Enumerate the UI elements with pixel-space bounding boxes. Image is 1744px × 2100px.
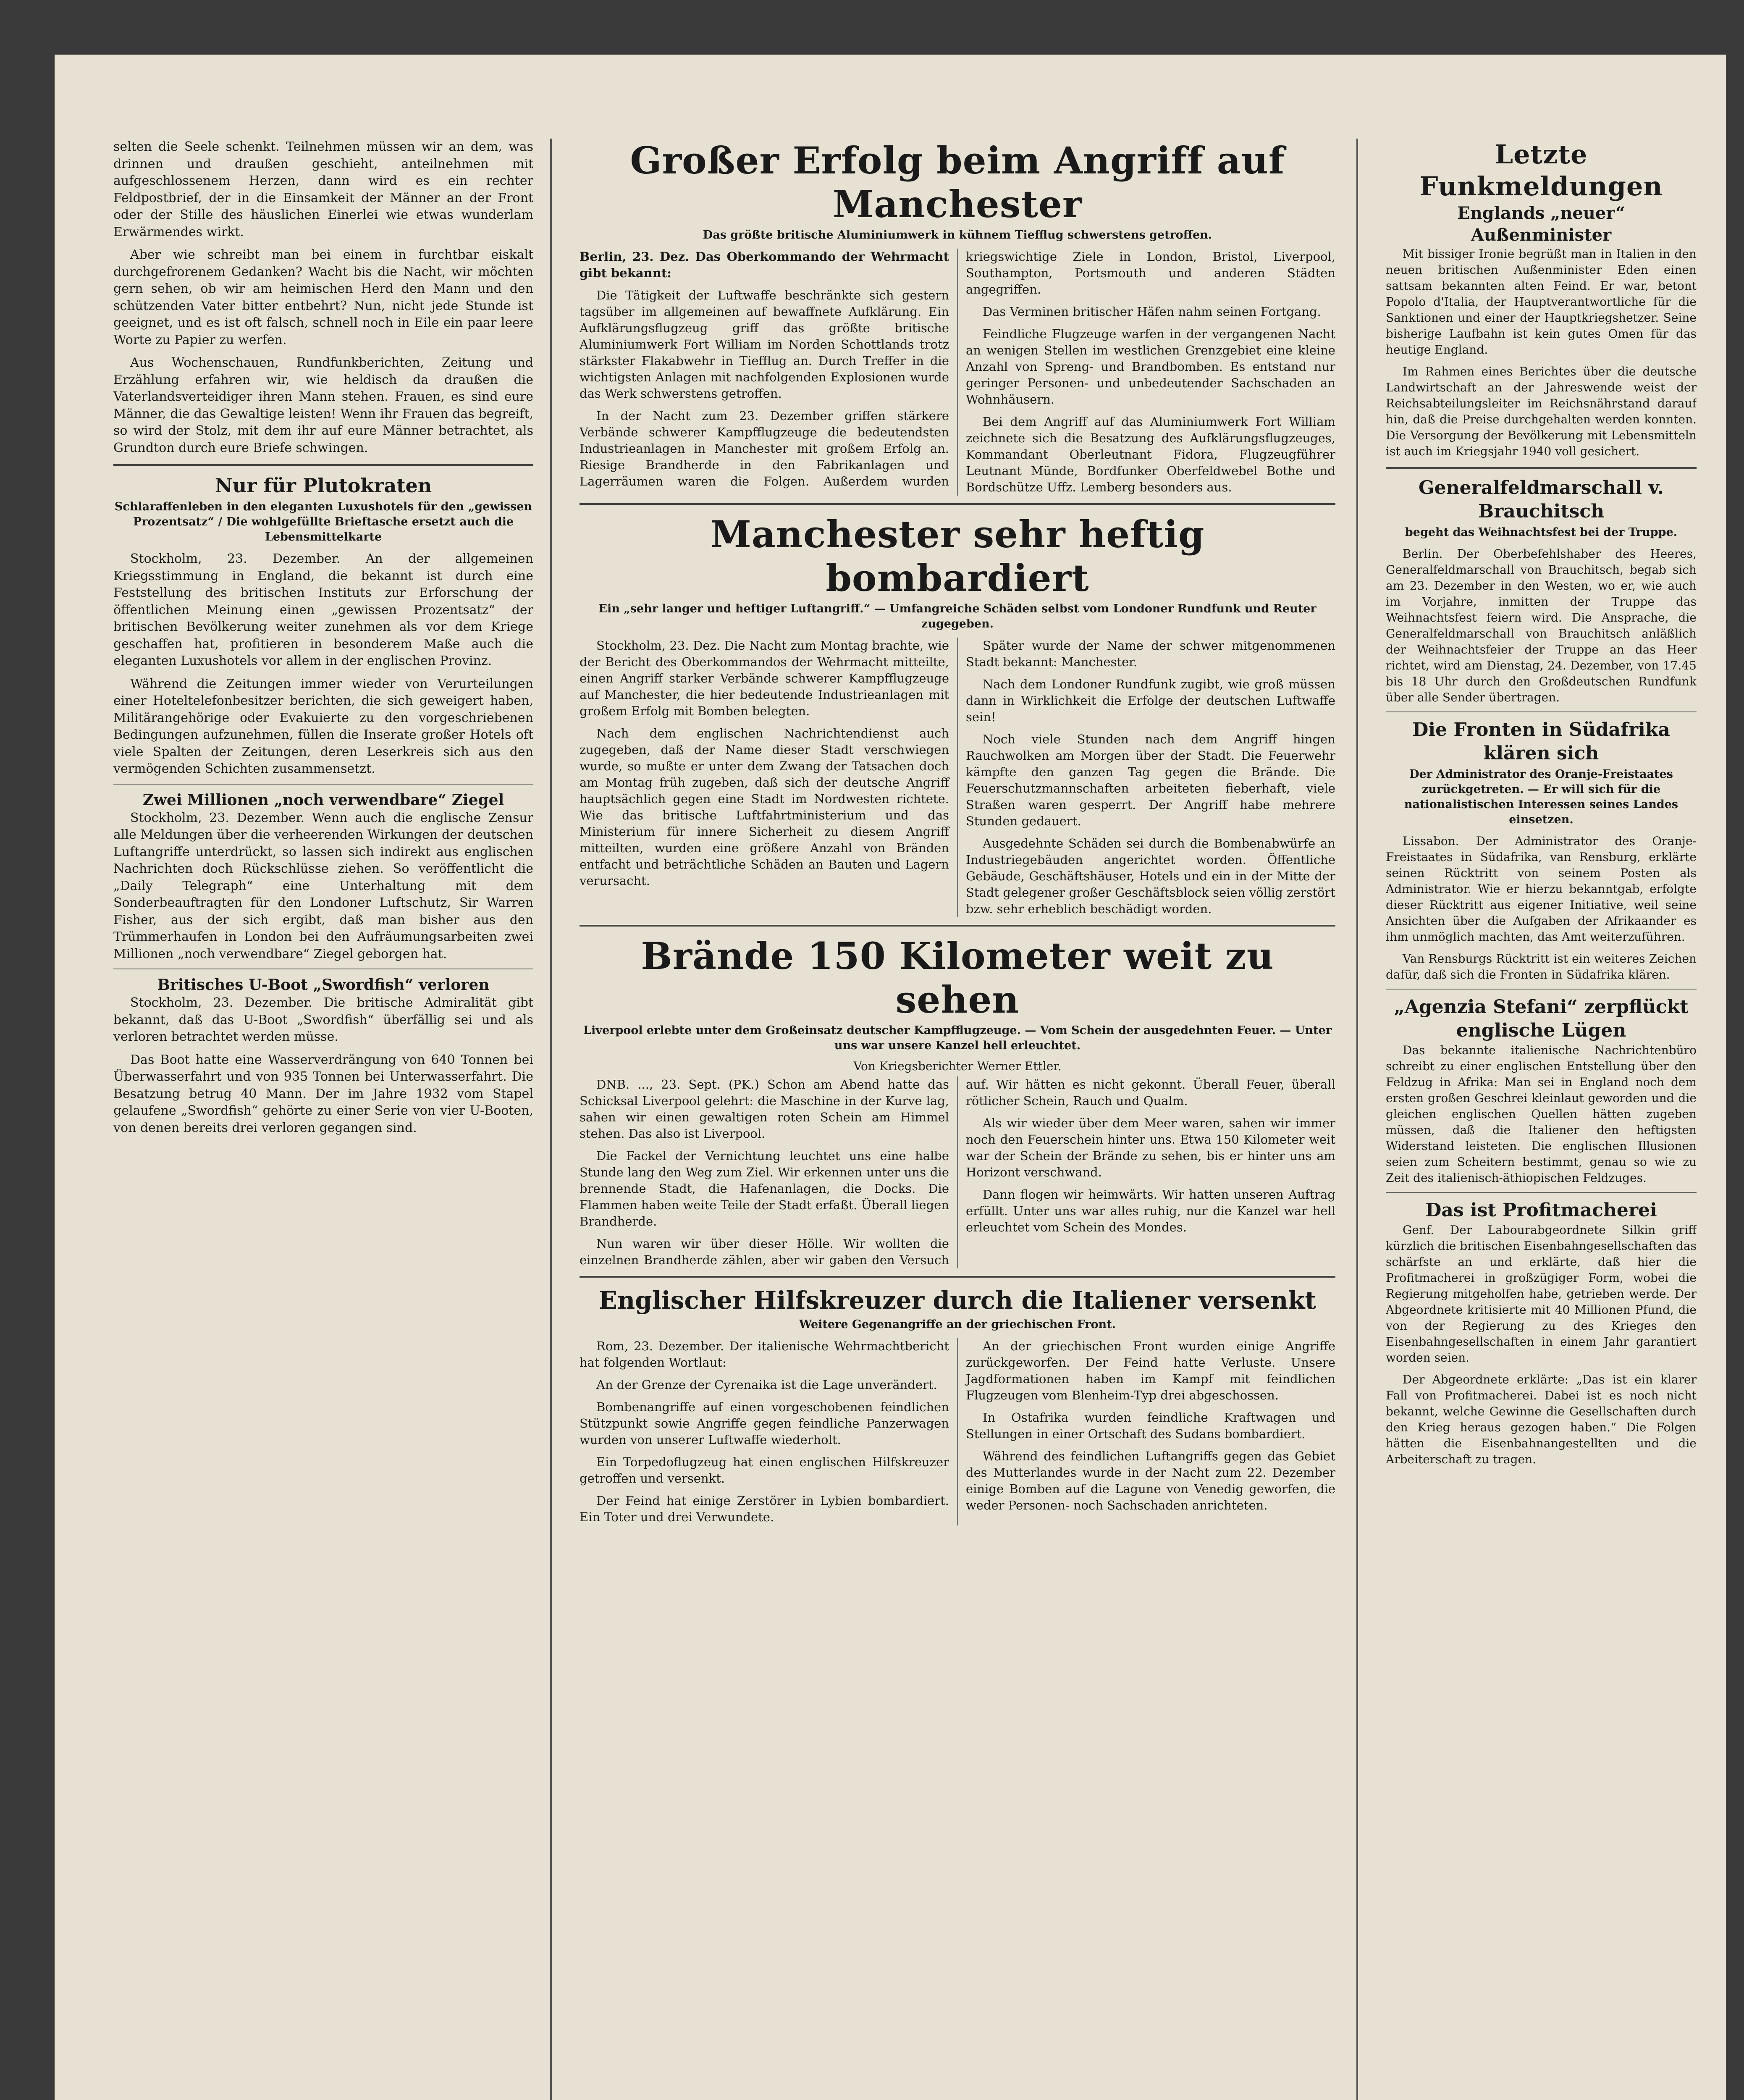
- article-paragraph: Bombenangriffe auf einen vorgeschobenen feindlichen Stützpunkt sowie Angriffe gegen feindliche Panzerwagen wurden von unserer Luftwaffe wiederholt.: [580, 1400, 949, 1447]
- article-paragraph: Rom, 23. Dezember. Der italienische Wehrmachtbericht hat folgenden Wortlaut:: [580, 1339, 949, 1370]
- article-paragraph: Ausgedehnte Schäden sei durch die Bombenabwürfe an Industriegebäuden angerichtet worden. Öffentliche Gebäude, Geschäftshäuser, Hotels und ein in der Mitte der Stadt gelegener großer Geschäftsblock seien völlig zerstört bzw. sehr erheblich beschädigt worden.: [966, 836, 1335, 916]
- article-body: [580, 1338, 1335, 1525]
- divider: [1386, 1192, 1697, 1193]
- intro-paragraph: Aus Wochenschauen, Rundfunkberichten, Zeitung und Erzählung erfahren wir, wie heldisch da draußen die Vaterlandsverteidiger ihren Mann stehen. Frauen, es sind eure Männer, die das Gewaltige leisten! Wenn ihr Frauen das begreift, so wird der Stolz, mit dem ihr auf eure Männer betrachtet, als Grundton durch eure Briefe schwingen.: [113, 355, 533, 455]
- article-paragraph: Berlin. Der Oberbefehlshaber des Heeres, Generalfeldmarschall von Brauchitsch, begab sich am 23. Dezember in den Westen, wo er, wie auch im Vorjahre, inmitten der Truppe das Weihnachtsfest feiern wird. Die Ansprache, die Generalfeldmarschall von Brauchitsch anläßlich der Weihnachtsfeier der Truppe an das Heer richtet, wird am Dienstag, 24. Dezember, von 17.45 bis 18 Uhr durch den Großdeutschen Rundfunk über alle Sender übertragen.: [1386, 547, 1697, 704]
- article-paragraph: Die Fackel der Vernichtung leuchtet uns eine halbe Stunde lang den Weg zum Ziel. Wir erkennen unter uns die brennende Stadt, die Hafenanlagen, die Docks. Die Flammen haben weite Teile der Stadt erfaßt. Überall liegen Brandherde.: [580, 1149, 949, 1228]
- article-paragraph: Ein Torpedoflugzeug hat einen englischen Hilfskreuzer getroffen und versenkt.: [580, 1455, 949, 1486]
- byline: Von Kriegsberichter Werner Ettler.: [853, 1059, 1062, 1073]
- headline-manchester-erfolg: Großer Erfolg beim Angriff auf Manchester: [630, 139, 1285, 226]
- article-paragraph: Mit bissiger Ironie begrüßt man in Italien in den neuen britischen Außenminister Eden einen sattsam bekannten alten Feind. Er war, betont Popolo d'Italia, der Hauptverantwortliche für die Sanktionen und einer der Hauptkriegshetzer. Seine bisherige Laufbahn ist kein gutes Omen für das heutige England.: [1386, 247, 1697, 357]
- article-paragraph: Van Rensburgs Rücktritt ist ein weiteres Zeichen dafür, daß sich die Fronten in Südafrika klären.: [1386, 952, 1697, 982]
- column-divider: [550, 139, 552, 2100]
- newspaper-page: [55, 55, 1726, 2100]
- divider: [113, 464, 533, 466]
- article-paragraph: Feindliche Flugzeuge warfen in der vergangenen Nacht an wenigen Stellen im westlichen Grenzgebiet eine kleine Anzahl von Spreng- und Brandbomben. Es entstand nur geringer Personen- und unbedeutender Sachschaden an Wohnhäusern.: [966, 327, 1335, 407]
- divider: [580, 503, 1335, 505]
- article-paragraph: An der Grenze der Cyrenaika ist die Lage unverändert.: [596, 1378, 937, 1392]
- divider: [1386, 989, 1697, 990]
- divider: [580, 1276, 1335, 1278]
- article-paragraph: Nach dem englischen Nachrichtendienst auch zugegeben, daß der Name dieser Stadt verschwiegen wurde, so mußte er unter dem Zwang der Tatsachen doch am Montag früh zugeben, daß sich der deutsche Angriff hauptsächlich gegen eine Stadt im Nordwesten richtete. Wie das britische Luftfahrtministerium und das Ministerium für innere Sicherheit zu diesem Angriff mitteilten, wurden eine größere Anzahl von Bränden entfacht und beträchtliche Schäden an Bauten und Lagern verursacht.: [580, 726, 949, 888]
- article-paragraph: Später wurde der Name der schwer mitgenommenen Stadt bekannt: Manchester.: [966, 638, 1335, 669]
- article-title-ziegel: Zwei Millionen „noch verwendbare“ Ziegel: [142, 791, 504, 809]
- article-paragraph: In Ostafrika wurden feindliche Kraftwagen und Stellungen in einer Ortschaft des Sudans bombardiert.: [966, 1410, 1335, 1441]
- article-title-plutokraten: Nur für Plutokraten: [215, 474, 432, 497]
- article-paragraph: Bei dem Angriff auf das Aluminiumwerk Fort William zeichnete sich die Besatzung des Aufklärungsflugzeuges, Kommandant Oberleutnant Fidora, Flugzeugführer Leutnant Münde, Bordfunker Oberfeldwebel Bothe und Bordschütze Uffz. Lemberg besonders aus.: [966, 415, 1335, 494]
- article-paragraph: Stockholm, 23. Dez. Die Nacht zum Montag brachte, wie der Bericht des Oberkommandos der Wehrmacht mitteilte, einen Angriff starker Verbände schwerer Kampfflugzeuge auf Manchester, die hier bedeutende Industrieanlagen mit großem Erfolg mit Bomben belegten.: [580, 638, 949, 718]
- article-subtitle: Schlaraffenleben in den eleganten Luxushotels für den „gewissen Prozentsatz“ / Die wohlgefüllte Brieftasche ersetzt auch die Lebensmittelkarte: [114, 500, 532, 543]
- headline-manchester-bombardiert: Manchester sehr heftig bombardiert: [710, 512, 1205, 600]
- article-paragraph: Dann flogen wir heimwärts. Wir hatten unseren Auftrag erfüllt. Unter uns war alles ruhig, nur die Kanzel war hell erleuchtet vom Schein des Mondes.: [966, 1187, 1335, 1234]
- article-paragraph: Stockholm, 23. Dezember. An der allgemeinen Kriegsstimmung in England, die bekannt ist durch eine Feststellung des britischen Instituts zur Erforschung der öffentlichen Meinung einen „gewissen Prozentsatz“ der britischen Bevölkerung weiter zunehmen als vor dem Kriege geschaffen hat, profitieren in besonderem Maße auch die eleganten Luxushotels vor allem in der englischen Provinz.: [113, 551, 533, 668]
- headline-subtitle: Liverpool erlebte unter dem Großeinsatz deutscher Kampfflugzeuge. — Vom Schein der ausgedehnten Feuer. — Unter uns war unsere Kanzel hell erleuchtet.: [583, 1024, 1332, 1052]
- article-paragraph: Während des feindlichen Luftangriffs gegen das Gebiet des Mutterlandes wurde in der Nacht zum 22. Dezember einige Bomben auf die Lagune von Venedig geworfen, die weder Personen- noch Sachschaden anrichteten.: [966, 1449, 1335, 1512]
- article-subtitle: begeht das Weihnachtsfest bei der Truppe.: [1405, 526, 1678, 539]
- right-column: [1386, 139, 1697, 2100]
- column-divider: [1356, 139, 1358, 2100]
- article-paragraph: In der Nacht zum 23. Dezember griffen stärkere Verbände schwerer Kampfflugzeuge die bedeutendsten Industrieanlagen in Manchester mit großem Erfolg an. Riesige Brandherde in den Fabrikanlagen und Lagerräumen waren die Folgen. Außerdem wurden kriegswichtige Ziele in London, Bristol, Liverpool, Southampton, Portsmouth und anderen Städten angegriffen.: [580, 249, 1335, 488]
- headline-subtitle: Weitere Gegenangriffe an der griechischen Front.: [799, 1318, 1116, 1331]
- intro-paragraph: Aber wie schreibt man bei einem in furchtbar eiskalt durchgefrorenem Gedanken? Wacht bis die Nacht, wir möchten gern sehen, ob wir am heimischen Herd den Mann und den schützenden Vater bitter entbehrt? Nun, nicht jede Stunde ist geeignet, und es ist oft falsch, schnell noch in Eile ein paar leere Worte zu Papier zu werfen.: [113, 247, 533, 347]
- article-title-profitmacherei: Das ist Profitmacherei: [1425, 1200, 1657, 1221]
- article-paragraph: Berlin, 23. Dez. Das Oberkommando der Wehrmacht gibt bekannt:: [580, 249, 949, 280]
- article-paragraph: Der Abgeordnete erklärte: „Das ist ein klarer Fall von Profitmacherei. Dabei ist es noch nicht bekannt, welche Gewinne die Gesellschaften durch den Krieg heraus gezogen haben.“ Die Folgen hätten die Eisenbahnangestellten und die Arbeiterschaft zu tragen.: [1386, 1373, 1697, 1466]
- article-subtitle: Der Administrator des Oranje-Freistaates zurückgetreten. — Er will sich für die nationalistischen Interessen seines Landes einsetzen.: [1404, 768, 1678, 826]
- article-paragraph: Nun waren wir über dieser Hölle. Wir wollten die einzelnen Brandherde zählen, aber wir gaben den Versuch auf. Wir hätten es nicht gekonnt. Überall Feuer, überall rötlicher Schein, Rauch und Qualm.: [580, 1077, 1335, 1267]
- article-paragraph: DNB. ..., 23. Sept. (PK.) Schon am Abend hatte das Schicksal Liverpool gelehrt: die Maschine in der Kurve lag, sahen wir einen gewaltigen roten Schein am Himmel stehen. Das also ist Liverpool.: [580, 1077, 949, 1141]
- article-paragraph: Das bekannte italienische Nachrichtenbüro schreibt zu einer englischen Entstellung über den Feldzug in Afrika: Man sei in England noch dem ersten großen Geschrei kleinlaut geworden und die gleichen englischen Quellen hätten zugeben müssen, daß die Italiener den heftigsten Widerstand leisteten. Die englischen Illusionen seien zum Scheitern bestimmt, genau so wie zu Zeit des italienisch-äthiopischen Feldzuges.: [1386, 1043, 1697, 1185]
- article-paragraph: Während die Zeitungen immer wieder von Verurteilungen einer Hoteltelefonbesitzer berichten, die sich geweigert haben, Militärangehörige oder Evakuierte zu den vorgeschriebenen Bedingungen aufzunehmen, füllen die Inserate großer Hotels oft viele Spalten der Zeitungen, deren Leserkreis sich aus den vermögenden Schichten zusammensetzt.: [113, 676, 533, 776]
- headline-braende: Brände 150 Kilometer weit zu sehen: [641, 934, 1274, 1021]
- article-paragraph: Lissabon. Der Administrator des Oranje-Freistaates in Südafrika, van Rensburg, erklärte seinen Rücktritt von seinem Posten als Administrator. Wie er hierzu bekanntgab, erfolgte dieser Rücktritt aus eigener Initiative, weil seine Ansichten über die Aufgaben der Afrikaander es ihm unmöglich machten, das Amt weiterzuführen.: [1386, 834, 1697, 944]
- article-paragraph: Als wir wieder über dem Meer waren, sahen wir immer noch den Feuerschein hinter uns. Etwa 150 Kilometer weit war der Schein der Brände zu sehen, bis er hinter uns am Horizont verschwand.: [966, 1116, 1335, 1179]
- section-title-funkmeldungen: Letzte Funkmeldungen: [1419, 139, 1663, 202]
- intro-paragraph: selten die Seele schenkt. Teilnehmen müssen wir an dem, was drinnen und draußen geschieht, anteilnehmen mit aufgeschlossenem Herzen, dann wird es ein rechter Feldpostbrief, der in die Einsamkeit der Männer an der Front oder der Stille des häuslichen Einerlei wie etwas wunderlam Erwärmendes wirkt.: [113, 139, 533, 239]
- article-paragraph: Genf. Der Labourabgeordnete Silkin griff kürzlich die britischen Eisenbahngesellschaften das schärfste an und erklärte, daß hier die Profitmacherei in großzügiger Form, wobei die Regierung mitgeholfen habe, getrieben werde. Der Abgeordnete kritisierte mit 40 Millionen Pfund, die von der Regierung zu des Krieges den Eisenbahngesellschaften in einem Jahr garantiert worden seien.: [1386, 1223, 1697, 1365]
- main-section: [580, 139, 1335, 2100]
- article-paragraph: An der griechischen Front wurden einige Angriffe zurückgeworfen. Der Feind hatte Verluste. Unsere Jagdformationen haben im Kampf mit feindlichen Flugzeugen vom Blenheim-Typ drei abgeschossen.: [966, 1339, 1335, 1402]
- divider: [113, 784, 533, 785]
- article-title-swordfish: Britisches U-Boot „Swordfish“ verloren: [157, 976, 490, 994]
- article-paragraph: Im Rahmen eines Berichtes über die deutsche Landwirtschaft an der Jahreswende weist der Reichsabteilungsleiter im Reichsnährstand darauf hin, daß die Preise durchgehalten werden konnten. Die Versorgung der Bevölkerung mit Lebensmitteln ist auch im Kriegsjahr 1940 voll gesichert.: [1386, 365, 1697, 458]
- divider: [580, 925, 1335, 927]
- article-paragraph: Die Tätigkeit der Luftwaffe beschränkte sich gestern tagsüber im allgemeinen auf bewaffnete Aufklärung. Ein Aufklärungsflugzeug griff das größte britische Aluminiumwerk Fort William im Norden Schottlands trotz stärkster Flakabwehr in Tiefflug an. Durch Treffer in die wichtigsten Anlagen mit nachfolgenden Explosionen wurde das Werk schwerstens getroffen.: [580, 288, 949, 401]
- headline-subtitle: Das größte britische Aluminiumwerk in kühnem Tiefflug schwerstens getroffen.: [703, 228, 1212, 242]
- article-paragraph: Stockholm, 23. Dezember. Wenn auch die englische Zensur alle Meldungen über die verheerenden Wirkungen der deutschen Luftangriffe unterdrückt, so lassen sich indirekt aus englischen Nachrichten doch Rückschlüsse ziehen. So veröffentlicht die „Daily Telegraph“ eine Unterhaltung mit dem Sonderbeauftragten für den Londoner Luftschutz, Sir Warren Fisher, aus der sich ergibt, daß man bisher aus den Trümmerhaufen in London bei den Aufräumungsarbeiten zwei Millionen „noch verwendbare“ Ziegel geborgen hat.: [113, 810, 533, 961]
- article-title-suedafrika: Die Fronten in Südafrika klären sich: [1412, 719, 1670, 764]
- article-paragraph: Stockholm, 23. Dezember. Die britische Admiralität gibt bekannt, daß das U-Boot „Swordfish“ überfällig sei und als verloren betrachtet werden müsse.: [113, 995, 533, 1044]
- article-paragraph: Nach dem Londoner Rundfunk zugibt, wie groß müssen dann in Wirklichkeit die Erfolge der deutschen Luftwaffe sein!: [966, 677, 1335, 724]
- article-paragraph: Das Verminen britischer Häfen nahm seinen Fortgang.: [983, 304, 1321, 319]
- headline-subtitle: Ein „sehr langer und heftiger Luftangriff.“ — Umfangreiche Schäden selbst vom Londoner Rundfunk und Reuter zugegeben.: [598, 602, 1317, 630]
- article-paragraph: Das Boot hatte eine Wasserverdrängung von 640 Tonnen bei Überwasserfahrt und von 935 Tonnen bei Unterwasserfahrt. Die Besatzung betrug 40 Mann. Der im Jahre 1932 vom Stapel gelaufene „Swordfish“ gehörte zu einer Serie von vier U-Booten, von denen bereits drei verloren gegangen sind.: [113, 1052, 533, 1135]
- article-title-aussenminister: Englands „neuer“ Außenminister: [1457, 203, 1625, 245]
- left-column: [113, 139, 533, 2100]
- article-title-brauchitsch: Generalfeldmarschall v. Brauchitsch: [1419, 477, 1664, 522]
- article-body: [580, 249, 1335, 496]
- headline-hilfskreuzer: Englischer Hilfskreuzer durch die Italiener versenkt: [598, 1286, 1317, 1315]
- divider: [1386, 467, 1697, 469]
- article-paragraph: Der Feind hat einige Zerstörer in Lybien bombardiert. Ein Toter und drei Verwundete.: [580, 1494, 949, 1524]
- divider: [1386, 711, 1697, 712]
- article-paragraph: Noch viele Stunden nach dem Angriff hingen Rauchwolken am Morgen über der Stadt. Die Feuerwehr kämpfte den ganzen Tag gegen die Brände. Die Feuerschutzmannschaften arbeiteten fieberhaft, viele Straßen waren gesperrt. Der Angriff habe mehrere Stunden gedauert.: [966, 732, 1335, 828]
- article-body: [580, 638, 1335, 917]
- article-body: [580, 1076, 1335, 1268]
- article-title-agenzia-stefani: „Agenzia Stefani“ zerpflückt englische Lügen: [1394, 996, 1689, 1041]
